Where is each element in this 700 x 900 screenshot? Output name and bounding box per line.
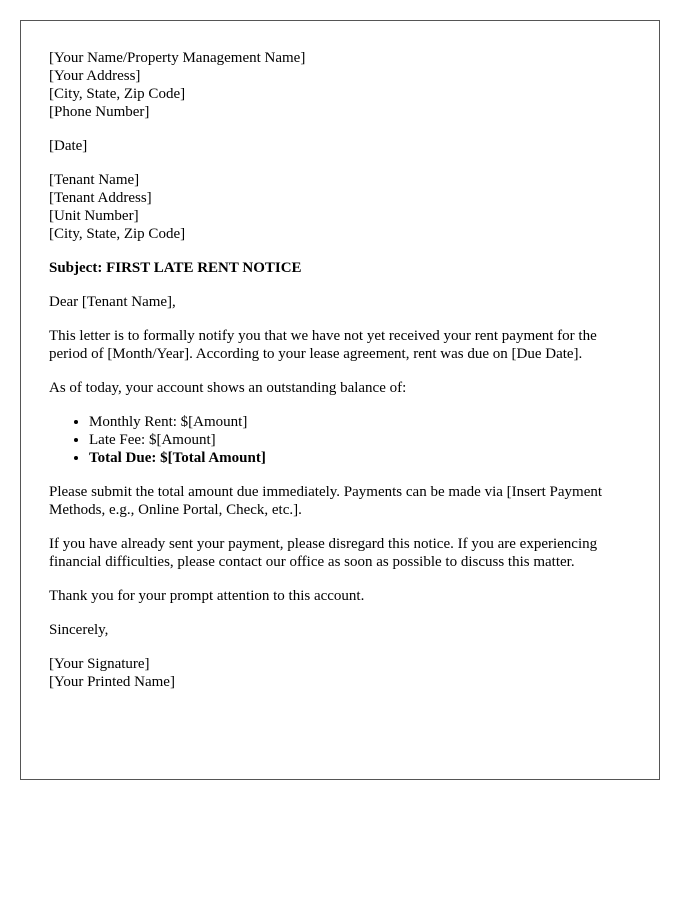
subject-line: Subject: FIRST LATE RENT NOTICE xyxy=(49,260,302,276)
sender-city-state-zip: [City, State, Zip Code] xyxy=(49,86,186,102)
charge-total-due: • Total Due: $[Total Amount] xyxy=(89,449,631,467)
recipient-name: [Tenant Name] xyxy=(49,172,140,188)
salutation: Dear [Tenant Name], xyxy=(49,294,176,310)
charge-monthly-rent: • Monthly Rent: $[Amount] xyxy=(89,413,631,431)
recipient-unit: [Unit Number] xyxy=(49,208,139,224)
letter-page xyxy=(20,20,660,780)
intro-paragraph: This letter is to formally notify you that we have not yet received your rent payment for the period of [Month/Year]. According to your lease agreement, rent was due on [Due Date]. xyxy=(49,328,597,362)
closing: Sincerely, xyxy=(49,622,109,638)
recipient-block xyxy=(49,171,631,243)
balance-intro-paragraph: As of today, your account shows an outstanding balance of: xyxy=(49,380,407,396)
sender-address: [Your Address] xyxy=(49,68,141,84)
disregard-paragraph: If you have already sent your payment, please disregard this notice. If you are experiencing financial difficulties, please contact our office as soon as possible to discuss this matter. xyxy=(49,536,598,570)
charges-list xyxy=(49,413,631,467)
letter-date: [Date] xyxy=(49,138,88,154)
recipient-address: [Tenant Address] xyxy=(49,190,152,206)
signature-placeholder: [Your Signature] xyxy=(49,656,150,672)
printed-name: [Your Printed Name] xyxy=(49,674,175,690)
sender-block xyxy=(49,49,631,121)
signature-block xyxy=(49,655,631,691)
date-block xyxy=(49,137,631,155)
recipient-city-state-zip: [City, State, Zip Code] xyxy=(49,226,186,242)
payment-paragraph: Please submit the total amount due immediately. Payments can be made via [Insert Payment Methods, e.g., Online Portal, Check, etc.]. xyxy=(49,484,603,518)
charge-late-fee: • Late Fee: $[Amount] xyxy=(89,431,631,449)
thanks-paragraph: Thank you for your prompt attention to this account. xyxy=(49,588,365,604)
sender-phone: [Phone Number] xyxy=(49,104,150,120)
sender-name: [Your Name/Property Management Name] xyxy=(49,50,306,66)
